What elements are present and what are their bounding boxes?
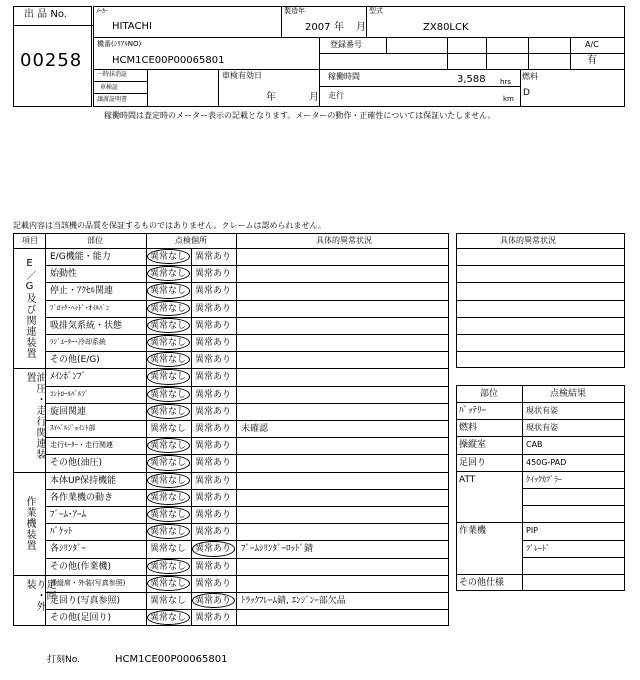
results-row-result: 現状有姿 (526, 406, 558, 415)
ng-selected-circle (192, 541, 235, 556)
ok-option[interactable]: 異常なし (150, 372, 187, 383)
results-row-part: ﾊﾞｯﾃﾘｰ (459, 406, 487, 416)
serial-label: 機番(ｼﾘｱﾙNO) (97, 40, 142, 48)
row-part: ﾊﾞｹｯﾄ (50, 527, 73, 538)
row-detail: 未確認 (241, 424, 269, 434)
ng-option[interactable]: 異常あり (195, 561, 232, 572)
lot-label: 出 品 No. (24, 9, 67, 20)
row-part: 各ｼﾘﾝﾀﾞｰ (50, 544, 87, 555)
row-part: 始動性 (50, 269, 78, 280)
hours-label: 稼働時間 (328, 72, 360, 81)
row-part: 吸排気系統・状態 (50, 320, 123, 331)
ng-option[interactable]: 異常あり (195, 596, 232, 606)
ok-option[interactable]: 異常なし (150, 441, 187, 452)
ng-option[interactable]: 異常あり (195, 544, 232, 555)
side-header: 具体的異常状況 (500, 236, 556, 245)
ok-option[interactable]: 異常なし (150, 389, 187, 400)
ng-option[interactable]: 異常あり (195, 510, 232, 520)
row-part: 旋回関連 (50, 406, 87, 417)
header-category: 項目 (22, 236, 38, 245)
ok-option[interactable]: 異常なし (150, 406, 187, 417)
row-part: その他(油圧) (50, 458, 103, 469)
row-part: ｺﾝﾄﾛｰﾙﾊﾞﾙﾌﾞ (50, 389, 89, 398)
year-unit: 年 (334, 22, 344, 33)
ok-option[interactable]: 異常なし (150, 320, 187, 331)
expiry-month-unit: 月 (309, 92, 319, 103)
serial-value: HCM1CE00P00065801 (112, 55, 225, 66)
results-row-result: CAB (526, 440, 543, 450)
row-part: ﾌﾞﾛｯｸ･ﾍｯﾄﾞ･ｵｲﾙﾊﾟﾝ (50, 303, 110, 312)
ok-selected-circle (147, 559, 190, 574)
ok-option[interactable]: 異常なし (150, 492, 187, 503)
ok-option[interactable]: 異常なし (150, 596, 187, 606)
ok-option[interactable]: 異常なし (150, 458, 187, 469)
row-part: 停止・ｱｸｾﾙ関連 (50, 286, 114, 297)
results-row-result: ｸｲｯｸｶﾌﾟﾗｰ (526, 474, 562, 484)
ok-selected-circle (147, 490, 190, 505)
row-part: 操縦席・外装(写真参照) (50, 578, 126, 587)
header-part: 部位 (87, 236, 103, 245)
reg-label: 登録番号 (330, 40, 362, 49)
ok-selected-circle (147, 318, 190, 333)
ng-option[interactable]: 異常あり (195, 458, 232, 469)
stamp-label: 打刻No. (47, 655, 80, 665)
model-label: 型式 (369, 7, 383, 15)
row-part: E/G機能・能力 (50, 252, 111, 262)
results-row-result: 450G-PAD (526, 457, 567, 467)
row-part: その他(E/G) (50, 355, 100, 366)
ok-selected-circle (147, 387, 190, 402)
results-row-part: 操縦室 (459, 440, 487, 451)
ok-option[interactable]: 異常なし (150, 252, 187, 262)
ng-option[interactable]: 異常あり (195, 441, 232, 452)
ng-option[interactable]: 異常あり (195, 269, 232, 280)
expiry-year-unit: 年 (266, 92, 276, 103)
results-header-result: 点検結果 (550, 389, 587, 399)
ok-option[interactable]: 異常なし (150, 303, 187, 314)
group-label: E／G及び関連装置 (24, 257, 35, 359)
row-part: ﾒｲﾝﾎﾟﾝﾌﾟ (50, 372, 87, 383)
hours-note: 稼働時間は査定時のメーター表示の記載となります。メーターの動作・正確性については保証いたしません。 (104, 111, 496, 120)
fuel-value: D (523, 88, 530, 98)
results-row-part: 燃料 (459, 423, 478, 434)
ok-selected-circle (147, 455, 190, 470)
ok-selected-circle (147, 473, 190, 488)
results-row-result: ﾌﾞﾚｰﾄﾞ (526, 543, 550, 553)
ng-option[interactable]: 異常あり (195, 527, 232, 538)
year-label: 製造年 (284, 7, 305, 15)
ng-option[interactable]: 異常あり (195, 424, 232, 434)
stamp-value: HCM1CE00P00065801 (115, 654, 228, 665)
maker-value: HITACHI (112, 21, 152, 32)
ok-selected-circle (147, 404, 190, 419)
ok-option[interactable]: 異常なし (150, 269, 187, 280)
ng-option[interactable]: 異常あり (195, 389, 232, 400)
header-detail: 具体的異常状況 (316, 236, 372, 245)
row-part: 足回り(写真参照) (50, 596, 121, 606)
ng-option[interactable]: 異常あり (195, 355, 232, 366)
row-part: ﾌﾞｰﾑ･ｱｰﾑ (50, 510, 87, 520)
ok-selected-circle (147, 283, 190, 298)
results-row-result: PIP (526, 526, 539, 536)
row-detail: ﾄﾗｯｸﾌﾚｰﾑ錆, ｴﾝｼﾞﾝｰ部欠品 (241, 596, 346, 606)
results-row-part: 作業機 (459, 526, 487, 537)
ng-option[interactable]: 異常あり (195, 613, 232, 624)
ng-option[interactable]: 異常あり (195, 578, 232, 589)
fuel-label: 燃料 (522, 72, 538, 81)
ng-option[interactable]: 異常あり (195, 475, 232, 486)
ok-option[interactable]: 異常なし (150, 613, 187, 624)
ok-option[interactable]: 異常なし (150, 561, 187, 572)
row-part: その他(足回り) (50, 613, 112, 624)
transfer-cert-label: 譲渡証明書 (97, 96, 128, 103)
hours-value: 3,588 (457, 74, 486, 85)
row-part: ﾗｼﾞｴｰﾀｰ･冷却系統 (50, 338, 106, 346)
lot-number: 00258 (20, 50, 83, 71)
mileage-label: 走行 (328, 91, 344, 100)
km-unit: km (503, 95, 514, 103)
group-label: 足回り・外装 (24, 578, 55, 612)
ng-option[interactable]: 異常あり (195, 338, 232, 348)
group-label: 油圧・走行関連装置 (24, 372, 45, 461)
ok-option[interactable]: 異常なし (150, 544, 187, 555)
disclaimer: 記載内容は当該機の品質を保証するものではありません。クレームは認められません。 (13, 221, 326, 230)
ok-selected-circle (147, 576, 190, 591)
model-value: ZX80LCK (423, 22, 469, 33)
ng-option[interactable]: 異常あり (195, 303, 232, 314)
ok-option[interactable]: 異常なし (150, 424, 187, 434)
ng-option[interactable]: 異常あり (195, 492, 232, 503)
ok-option[interactable]: 異常なし (150, 578, 187, 589)
ok-option[interactable]: 異常なし (150, 338, 187, 348)
ok-selected-circle (147, 301, 190, 316)
ok-option[interactable]: 異常なし (150, 510, 187, 520)
row-detail: ﾌﾞｰﾑｼﾘﾝﾀﾞｰﾛｯﾄﾞ錆 (241, 544, 314, 555)
ok-option[interactable]: 異常なし (150, 475, 187, 486)
ng-option[interactable]: 異常あり (195, 372, 232, 383)
maker-label: ﾒｰｶｰ (96, 8, 109, 15)
year-value: 2007 (305, 22, 331, 33)
ok-selected-circle (147, 369, 190, 384)
ng-option[interactable]: 異常あり (195, 320, 232, 331)
row-part: 本体UP保持機能 (50, 475, 117, 486)
ac-label: A/C (585, 40, 599, 49)
ok-option[interactable]: 異常なし (150, 286, 187, 297)
inspection-expiry-label: 車検有効日 (222, 71, 262, 80)
results-row-result: 現状有姿 (526, 423, 558, 433)
results-row-part: 足回り (459, 457, 487, 468)
results-row-part: その他仕様 (459, 578, 505, 588)
inspection-cert-label: 車検証 (100, 84, 119, 91)
results-row-part: ATT (459, 474, 476, 485)
header-check: 点検個所 (175, 236, 207, 245)
row-part: 各作業機の動き (50, 492, 114, 503)
group-label: 作業機装置 (24, 495, 35, 551)
ng-option[interactable]: 異常あり (195, 286, 232, 297)
results-header-part: 部位 (480, 389, 499, 399)
row-part: 走行ﾓｰﾀｰ・走行関連 (50, 441, 113, 450)
ok-option[interactable]: 異常なし (150, 355, 187, 366)
ng-option[interactable]: 異常あり (195, 252, 232, 262)
side-frame (456, 233, 625, 368)
month-unit: 月 (356, 22, 366, 33)
ok-option[interactable]: 異常なし (150, 527, 187, 538)
temp-cert-label: 一時抹消証 (97, 71, 128, 78)
ac-value: 有 (587, 55, 597, 66)
row-part: その他(作業機) (50, 561, 112, 572)
row-part: ｽｲﾍﾞﾙｼﾞｮｲﾝﾄ部 (50, 424, 96, 432)
hours-unit: hrs (500, 78, 511, 86)
ng-option[interactable]: 異常あり (195, 406, 232, 417)
